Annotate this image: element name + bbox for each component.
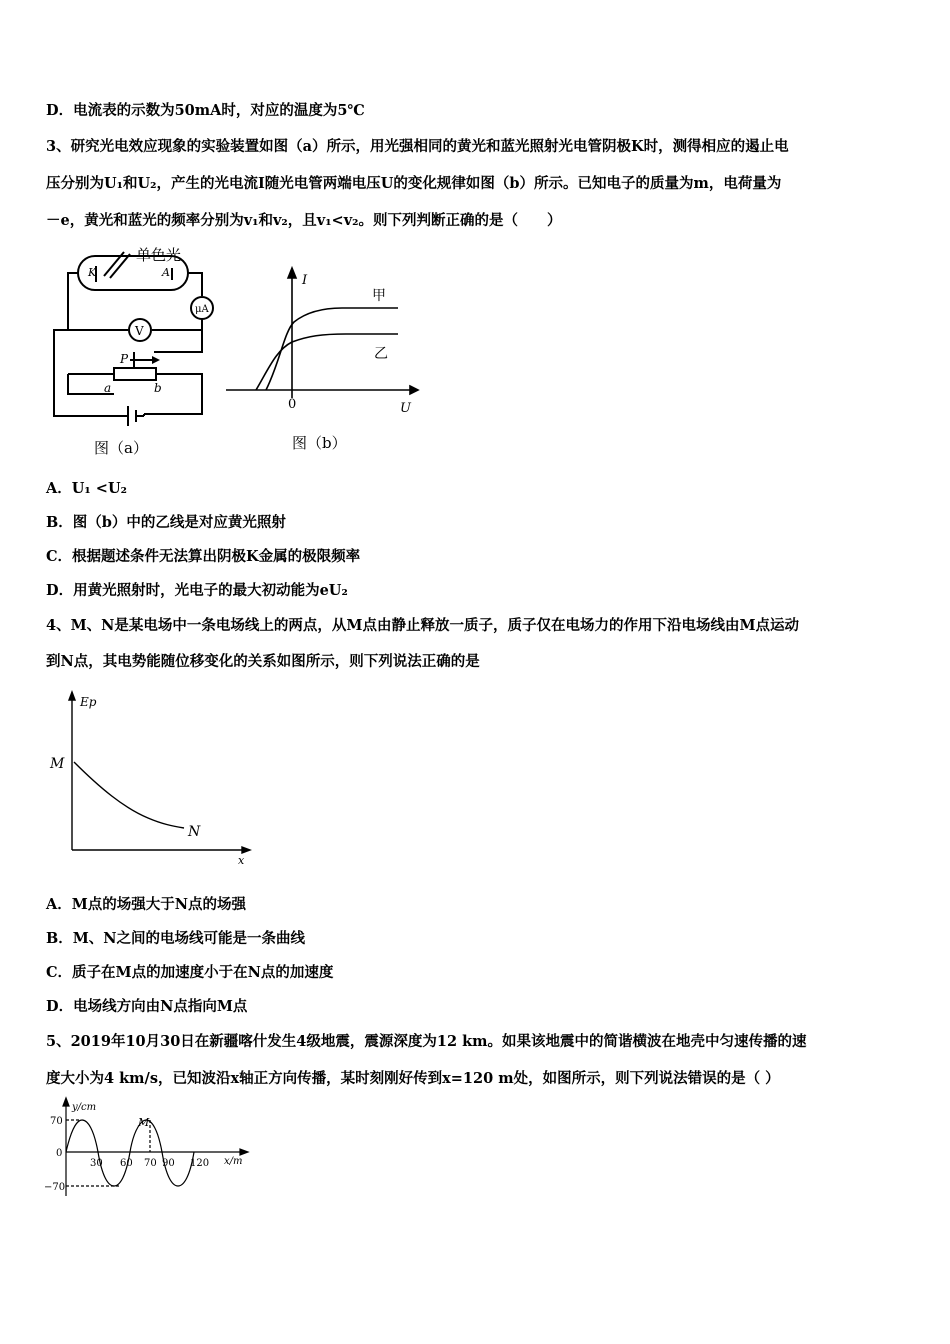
q3-option-c: C．根据题述条件无法算出阴极K金属的极限频率 <box>46 548 361 565</box>
q3-figure-a-circuit <box>44 246 224 458</box>
figure-b-caption: 图（b） <box>292 434 347 452</box>
q5-y-bottom: −70 <box>44 1182 66 1193</box>
q3-stem-line3: －e，黄光和蓝光的频率分别为v₁和v₂，且v₁<v₂。则下列判断正确的是（ ） <box>46 212 562 229</box>
yi-label: 乙 <box>374 346 388 362</box>
q5-figure-wave <box>44 1096 254 1202</box>
i-axis-label: I <box>302 273 308 288</box>
q3-figure-b-iu-curves <box>222 262 422 458</box>
slider-p-label: P <box>120 352 129 366</box>
q4-option-b: B．M、N之间的电场线可能是一条曲线 <box>46 930 306 947</box>
anode-label: A <box>162 266 170 279</box>
q4-stem-line2: 到N点，其电势能随位移变化的关系如图所示，则下列说法正确的是 <box>46 653 480 670</box>
rheostat <box>114 368 156 380</box>
q4-ep-curve <box>74 762 184 828</box>
q4-point-m-label: M <box>50 756 65 772</box>
q5-x-label: x/m <box>224 1156 243 1167</box>
q4-option-c: C．质子在M点的加速度小于在N点的加速度 <box>46 964 334 981</box>
q5-tick-30: 30 <box>90 1158 103 1169</box>
end-b-label: b <box>154 381 162 395</box>
q5-tick-120: 120 <box>190 1158 210 1169</box>
q4-x-label: x <box>238 854 245 867</box>
q4-point-n-label: N <box>188 824 201 840</box>
ammeter-label: μA <box>195 304 209 315</box>
q4-stem-line1: 4、M、N是某电场中一条电场线上的两点，从M点由静止释放一质子，质子仅在电场力的作用下沿电场线由M点运动 <box>46 617 799 634</box>
q5-y-label: y/cm <box>72 1102 97 1113</box>
q3-option-a: A．U₁ <U₂ <box>46 480 127 497</box>
q2-option-d: D．电流表的示数为50mA时，对应的温度为5℃ <box>46 102 365 119</box>
q5-point-m-label: M <box>138 1116 150 1129</box>
q3-option-d: D．用黄光照射时，光电子的最大初动能为eU₂ <box>46 582 348 599</box>
q4-figure-ep-x <box>44 688 254 868</box>
q5-tick-60: 60 <box>120 1158 133 1169</box>
q3-option-b: B．图（b）中的乙线是对应黄光照射 <box>46 514 286 531</box>
q5-stem-line1: 5、2019年10月30日在新疆喀什发生4级地震，震源深度为12 km。如果该地震中的简谐横波在地壳中匀速传播的速 <box>46 1033 807 1050</box>
voltmeter-label: V <box>135 324 144 338</box>
q5-stem-line2: 度大小为4 km/s，已知波沿x轴正方向传播，某时刻刚好传到x=120 m处，如图所示，则下列说法错误的是（ ） <box>46 1070 780 1087</box>
q5-y-top: 70 <box>50 1116 63 1127</box>
u-axis-label: U <box>400 401 411 416</box>
figure-a-caption: 图（a） <box>94 439 148 457</box>
q3-stem-line2: 压分别为U₁和U₂，产生的光电流I随光电管两端电压U的变化规律如图（b）所示。已知电子的质量为m，电荷量为 <box>46 175 782 192</box>
light-label: 单色光 <box>136 246 182 264</box>
q4-option-d: D．电场线方向由N点指向M点 <box>46 998 248 1015</box>
q5-y-zero: 0 <box>56 1148 63 1159</box>
q4-option-a: A．M点的场强大于N点的场强 <box>46 896 247 913</box>
q5-tick-90: 90 <box>162 1158 175 1169</box>
q3-stem-line1: 3、研究光电效应现象的实验装置如图（a）所示，用光强相同的黄光和蓝光照射光电管阴极K时，测得相应的遏止电 <box>46 138 789 155</box>
q5-tick-70: 70 <box>144 1158 157 1169</box>
end-a-label: a <box>104 381 112 395</box>
cathode-label: K <box>88 266 97 279</box>
q4-ep-label: Ep <box>80 695 97 709</box>
q5-wave-curve <box>66 1120 194 1186</box>
origin-label: 0 <box>288 397 297 412</box>
jia-label: 甲 <box>372 288 386 304</box>
